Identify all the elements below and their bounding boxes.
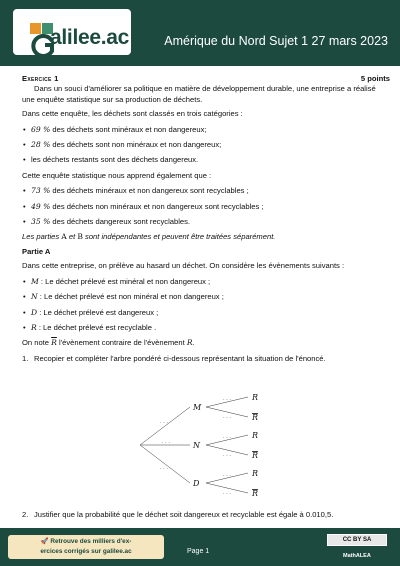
intro-paragraph: Dans un souci d'améliorer sa politique en matière de développement durable, une entreprise a réalisé une enquête statistique sur sa production de déchets.: [22, 84, 376, 104]
logo-text: alilee.ac: [50, 26, 130, 49]
tree-dots: . . .: [223, 472, 231, 478]
list-item: • les déchets restants sont des déchets dangereux.: [22, 155, 390, 165]
page-number: Page 1: [187, 548, 210, 555]
list-item: • D : Le déchet prélevé est dangereux ;: [22, 308, 390, 318]
mathalea-brand: MathALEA: [343, 553, 371, 559]
document-title: Amérique du Nord Sujet 1 27 mars 2023: [164, 34, 388, 48]
promo-line-1: 🚀 Retrouve des milliers d'ex-: [40, 538, 132, 545]
tree-leaf-r: R: [252, 469, 259, 478]
list-item: • N : Le déchet prélevé est non minéral et non dangereux ;: [22, 292, 390, 302]
page-header: [0, 0, 400, 66]
cc-license-badge[interactable]: CC BY SA: [327, 534, 387, 546]
tree-dots: . . .: [223, 434, 231, 440]
list-item: • R : Le déchet prélevé est recyclable .: [22, 323, 390, 333]
tree-dots: . . .: [160, 465, 168, 471]
tree-dots: . . .: [223, 452, 231, 458]
tree-node-m: M: [193, 403, 202, 412]
list-item: • 73 % des déchets minéraux et non dangereux sont recyclables ;: [22, 186, 390, 196]
tree-leaf-rbar: R: [252, 413, 259, 422]
promo-banner[interactable]: [8, 535, 164, 559]
exercise-points: 5 points: [360, 74, 390, 83]
rocket-icon: 🚀: [40, 538, 49, 545]
promo-line-2: ercices corrigés sur galilee.ac: [40, 548, 132, 555]
complement-note: On note $\overline{R}$ l'évènement contraire de l'évènement R.: [22, 338, 195, 348]
events-list: [22, 277, 390, 334]
tree-dots: . . .: [162, 439, 170, 445]
independence-note: Les parties A et B sont indépendantes et peuvent être traitées séparément.: [22, 232, 276, 242]
list-item: • M : Le déchet prélevé est minéral et non dangereux ;: [22, 277, 390, 287]
exercise-title: Exercice 1: [22, 74, 59, 83]
branch-root-d: [140, 445, 190, 483]
question-1: 1. Recopier et compléter l'arbre pondéré ci-dessous représentant la situation de l'énoncé.: [22, 353, 326, 363]
probability-tree: [130, 390, 280, 504]
exercise-heading: [22, 74, 390, 84]
tree-leaf-r: R: [252, 393, 259, 402]
categories-list: [22, 125, 390, 166]
exercise-content: [22, 74, 390, 364]
part-a-title: Partie A: [22, 246, 51, 256]
list-item: • 49 % des déchets non minéraux et non dangereux sont recyclables ;: [22, 202, 390, 212]
categories-intro: Dans cette enquête, les déchets sont classés en trois catégories :: [22, 109, 243, 119]
tree-leaf-r: R: [252, 431, 259, 440]
list-item: • 28 % des déchets sont non minéraux et non dangereux;: [22, 140, 390, 150]
tree-leaf-rbar: R: [252, 451, 259, 460]
recycling-intro: Cette enquête statistique nous apprend également que :: [22, 170, 212, 180]
list-item: • 35 % des déchets dangereux sont recyclables.: [22, 217, 390, 227]
tree-dots: . . .: [223, 490, 231, 496]
tree-dots: . . .: [223, 414, 231, 420]
tree-dots: . . .: [223, 396, 231, 402]
tree-node-d: D: [193, 479, 200, 488]
list-item: • 69 % des déchets sont minéraux et non dangereux;: [22, 125, 390, 135]
tree-node-n: N: [193, 441, 200, 450]
page-footer: [0, 528, 400, 566]
tree-leaf-rbar: R: [252, 489, 259, 498]
recycling-list: [22, 186, 390, 227]
question-2: 2. Justifier que la probabilité que le déchet soit dangereux et recyclable est égale à 0.010,5.: [22, 510, 334, 519]
part-a-intro: Dans cette entreprise, on prélève au hasard un déchet. On considère les évènements suivants :: [22, 261, 345, 271]
galilee-logo[interactable]: [13, 9, 131, 55]
tree-dots: . . .: [160, 419, 168, 425]
